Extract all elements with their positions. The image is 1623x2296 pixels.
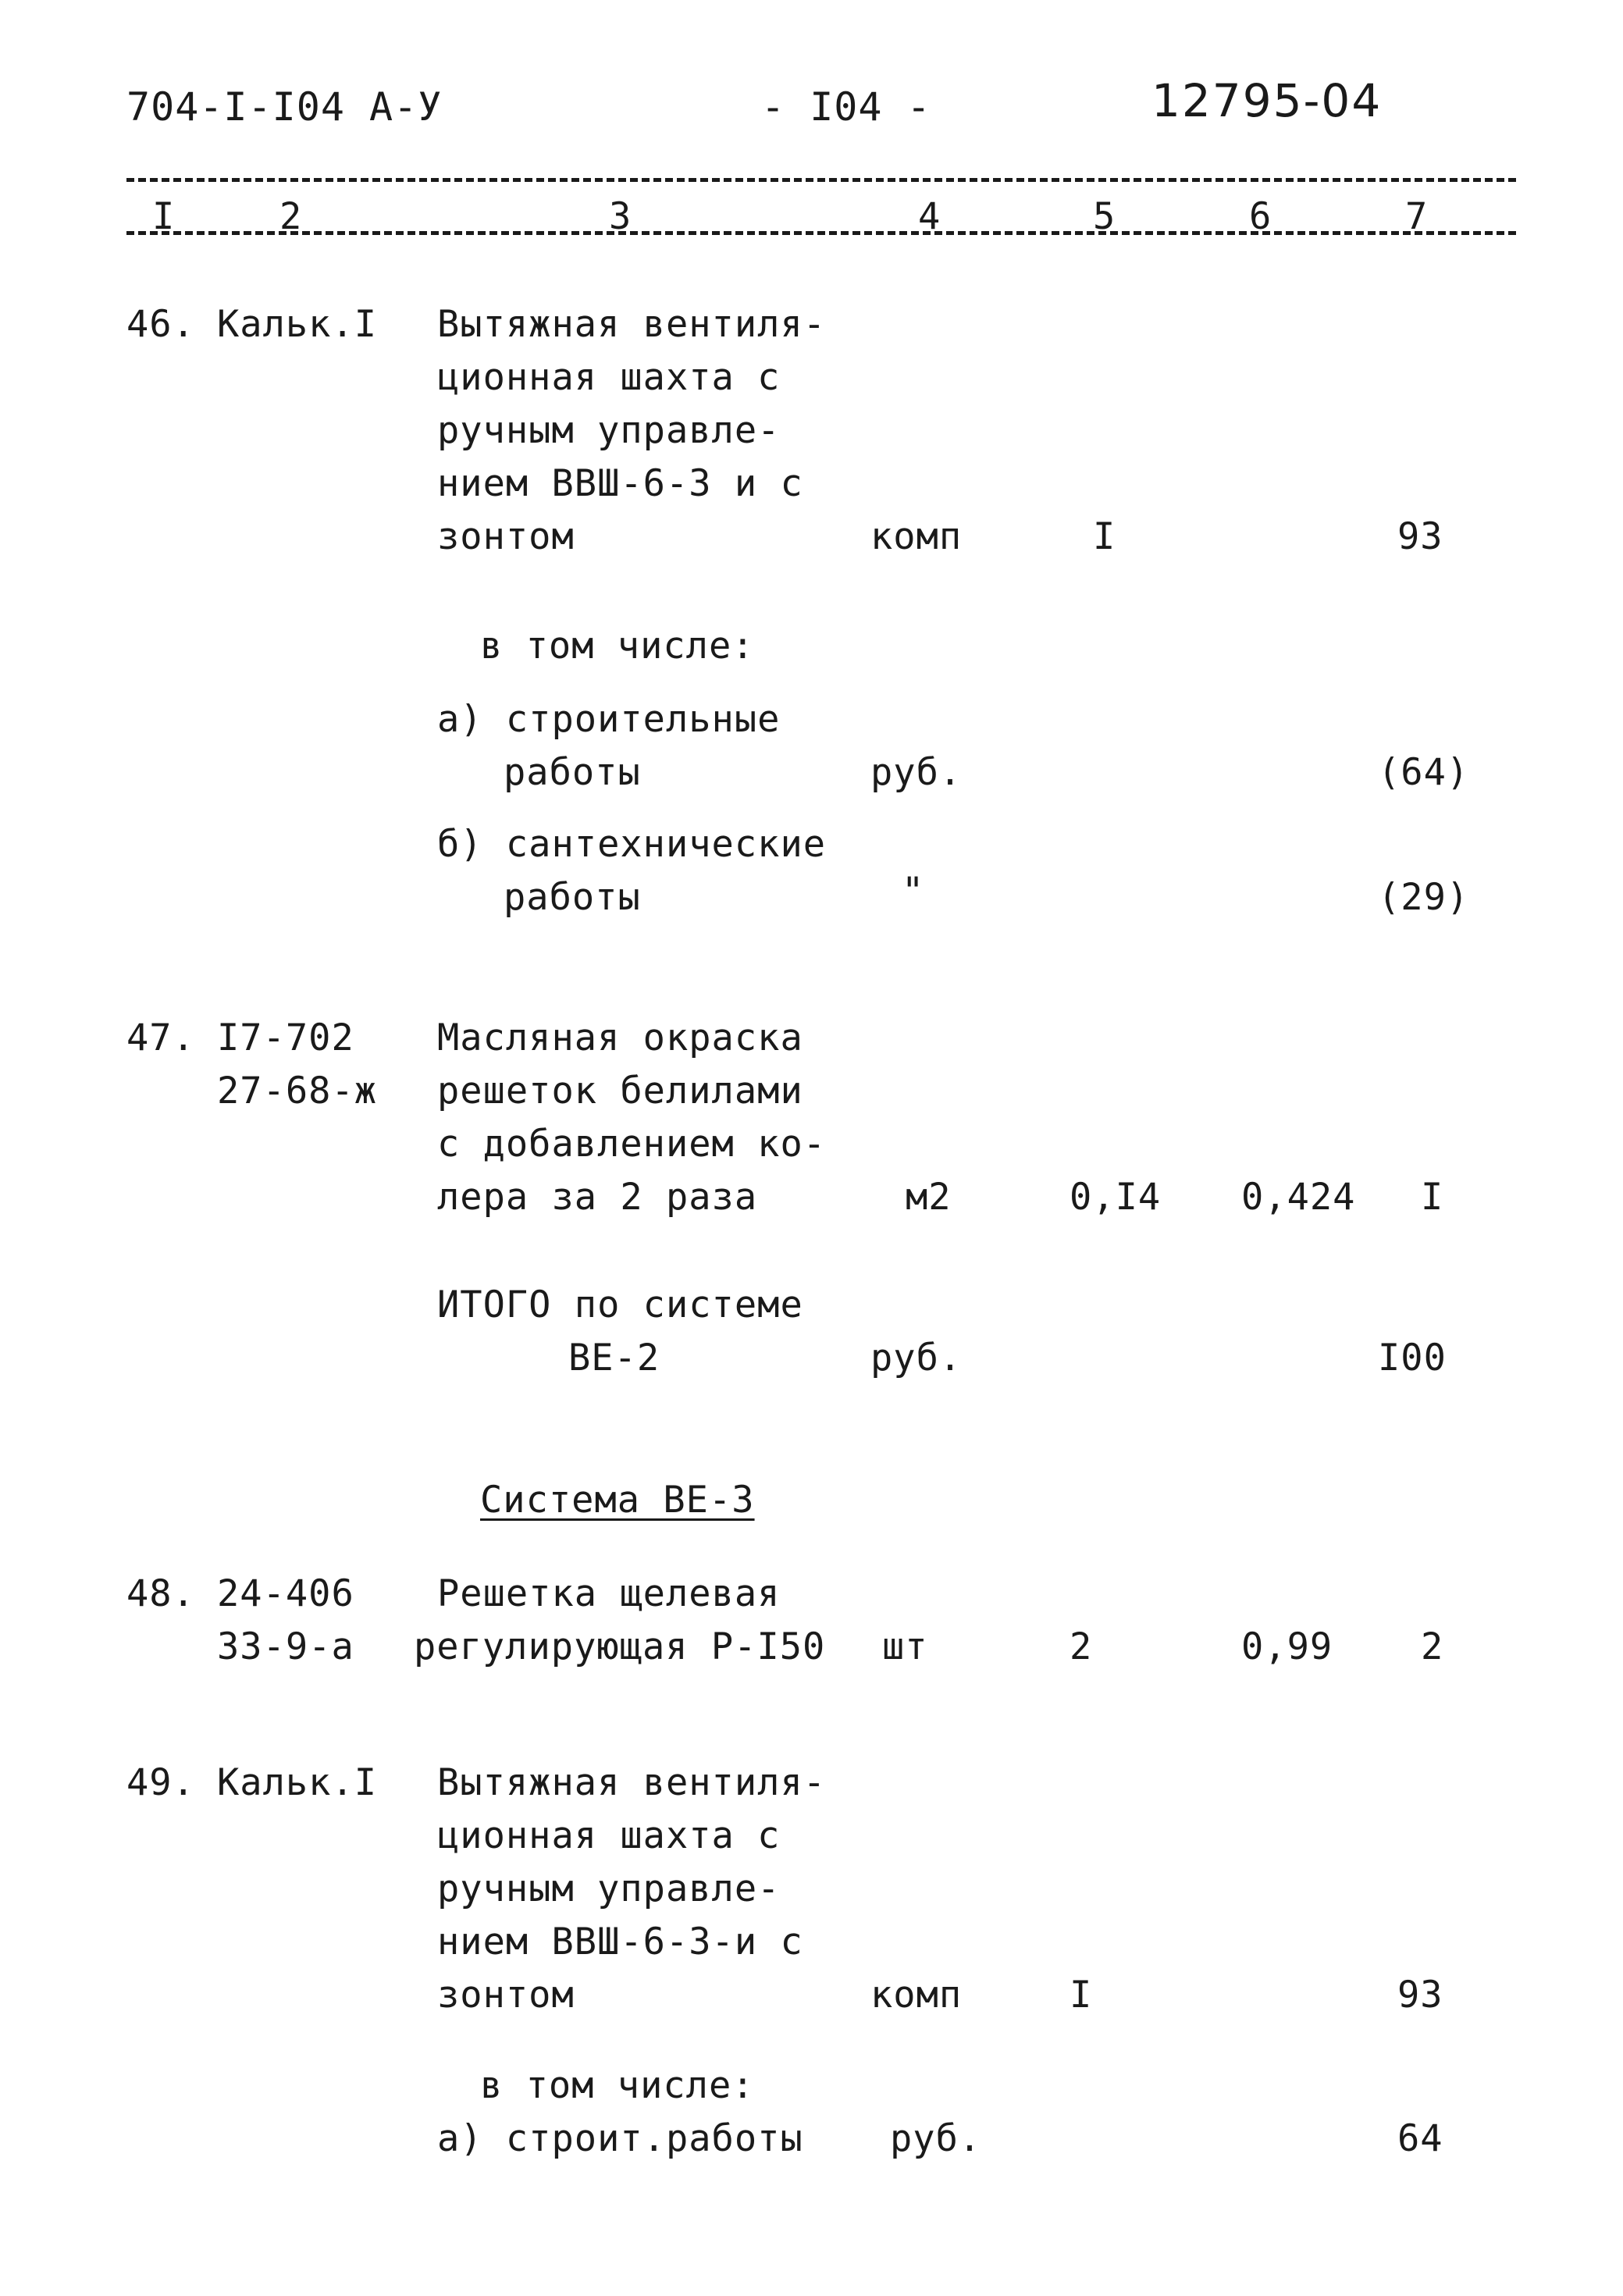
row-unit: м2: [906, 1176, 952, 1219]
row-description-line: ционная шахта с: [437, 356, 781, 399]
row-code: 24-406: [217, 1572, 354, 1615]
row-unit: комп: [870, 1974, 963, 2017]
subtotal-unit: руб.: [870, 1337, 963, 1379]
document-code: 704-I-I04 А-У: [126, 84, 443, 130]
column-number: 6: [1249, 195, 1272, 238]
row-code: Кальк.I: [217, 303, 378, 346]
column-number: 2: [279, 195, 303, 238]
row-description-line: лера за 2 раза: [437, 1176, 758, 1219]
sub-item-line: работы: [504, 876, 641, 919]
row-total: 93: [1397, 1974, 1443, 2017]
row-description-line: зонтом: [437, 515, 575, 558]
row-description-line: ционная шахта с: [437, 1814, 781, 1857]
column-number: 5: [1093, 195, 1116, 238]
row-number: 48.: [126, 1572, 195, 1615]
section-title: Система ВЕ-3: [480, 1479, 755, 1522]
row-description-line: ручным управле-: [437, 1867, 781, 1910]
row-description-line: регулирующая Р-I50: [414, 1625, 826, 1668]
row-description-line: решеток белилами: [437, 1070, 803, 1112]
sub-item-unit: руб.: [890, 2117, 982, 2160]
column-number: I: [152, 195, 176, 238]
row-number: 46.: [126, 303, 195, 346]
row-unit: комп: [870, 515, 963, 558]
column-number: 4: [918, 195, 941, 238]
row-description-line: зонтом: [437, 1974, 575, 2017]
subtotal-system: ВЕ-2: [568, 1337, 660, 1379]
row-unit: шт: [882, 1625, 928, 1668]
row-total: 2: [1421, 1625, 1444, 1668]
row-number: 49.: [126, 1761, 195, 1804]
page-number: - I04 -: [761, 84, 931, 130]
sub-item-line: б) сантехнические: [437, 823, 827, 866]
sub-item-line: работы: [504, 751, 641, 794]
row-quantity: I: [1070, 1974, 1093, 2017]
handwritten-code: 12795-04: [1151, 74, 1383, 127]
row-quantity: I: [1093, 515, 1116, 558]
row-description-line: Решетка щелевая: [437, 1572, 781, 1615]
including-label: в том числе:: [480, 625, 755, 667]
column-number: 3: [609, 195, 632, 238]
header-dashed-line-bottom: [126, 231, 1516, 235]
row-description-line: ручным управле-: [437, 409, 781, 452]
subtotal-label: ИТОГО по системе: [437, 1283, 803, 1326]
row-unit-price: 0,424: [1241, 1176, 1356, 1219]
row-description-line: Вытяжная вентиля-: [437, 1761, 827, 1804]
header-dashed-line-top: [126, 178, 1516, 182]
row-unit-price: 0,99: [1241, 1625, 1333, 1668]
row-description-line: с добавлением ко-: [437, 1123, 827, 1166]
ditto-mark: ": [902, 870, 925, 913]
row-total: 93: [1397, 515, 1443, 558]
sub-item-line: а) строит.работы: [437, 2117, 803, 2160]
row-description-line: Масляная окраска: [437, 1016, 803, 1059]
sub-item-line: а) строительные: [437, 698, 781, 741]
row-description-line: Вытяжная вентиля-: [437, 303, 827, 346]
sub-item-unit: руб.: [870, 751, 963, 794]
subtotal-total: I00: [1378, 1337, 1447, 1379]
row-code: Кальк.I: [217, 1761, 378, 1804]
including-label: в том числе:: [480, 2064, 755, 2107]
row-number: 47.: [126, 1016, 195, 1059]
sub-item-total: (29): [1378, 876, 1470, 919]
row-quantity: 0,I4: [1070, 1176, 1162, 1219]
row-description-line: нием ВВШ-6-3-и с: [437, 1920, 803, 1963]
row-code: 27-68-ж: [217, 1070, 378, 1112]
row-description-line: нием ВВШ-6-3 и с: [437, 462, 803, 505]
sub-item-total: (64): [1378, 751, 1470, 794]
row-quantity: 2: [1070, 1625, 1093, 1668]
row-code: I7-702: [217, 1016, 354, 1059]
column-number: 7: [1405, 195, 1429, 238]
sub-item-total: 64: [1397, 2117, 1443, 2160]
row-total: I: [1421, 1176, 1444, 1219]
row-code: 33-9-а: [217, 1625, 354, 1668]
